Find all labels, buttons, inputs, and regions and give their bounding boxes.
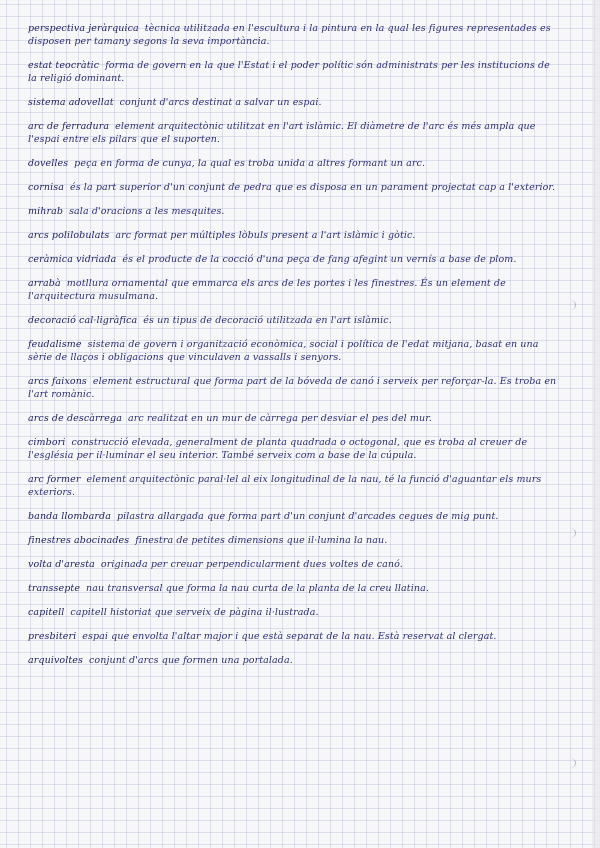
glossary-definition: element arquitectònic paral·lel al eix longitudinal de la nau, té la funció d'aguantar els murs exteriors.: [28, 474, 542, 498]
glossary-definition: és la part superior d'un conjunt de pedra que es disposa en un parament projectat cap a l'exterior.: [69, 182, 556, 193]
glossary-term: sistema adovellat: [28, 97, 114, 108]
glossary-entry: [28, 582, 560, 595]
glossary-term: banda llombarda: [28, 511, 111, 522]
glossary-definition: element arquitectònic utilitzat en l'art islàmic. El diàmetre de l'arc és més ampla que l'espai entre els pilars que el suporten.: [28, 121, 536, 145]
glossary-definition: arc realitzat en un mur de càrrega per desviar el pes del mur.: [127, 413, 432, 424]
glossary-definition: construcció elevada, generalment de planta quadrada o octogonal, que es troba al creuer de l'església per il·luminar el seu interior. També serveix com a base de la cúpula.: [28, 437, 528, 461]
glossary-definition: arc format per múltiples lòbuls present a l'art islàmic i gòtic.: [115, 230, 416, 241]
glossary-definition: nau transversal que forma la nau curta de la planta de la creu llatina.: [86, 583, 429, 594]
glossary-entry: [28, 253, 560, 266]
glossary-entry: [28, 96, 560, 109]
glossary-term: volta d'aresta: [28, 559, 95, 570]
glossary-definition: pilastra allargada que forma part d'un conjunt d'arcades cegues de mig punt.: [116, 511, 499, 522]
glossary-term: arquivoltes: [28, 655, 83, 666]
glossary-definition: espai que envolta l'altar major i que està separat de la nau. Està reservat al clergat.: [82, 631, 497, 642]
glossary-entry: [28, 375, 560, 401]
glossary-entry: [28, 558, 560, 571]
glossary-term: arcs polilobulats: [28, 230, 110, 241]
glossary-term: mihrab: [28, 206, 64, 217]
glossary-term: feudalisme: [28, 339, 82, 350]
glossary-definition: és el producte de la cocció d'una peça de fang afegint un vernís a base de plom.: [122, 254, 517, 265]
glossary-entry: [28, 473, 560, 499]
glossary-definition: element estructural que forma part de la bóveda de canó i serveix per reforçar-la. Es troba en l'art romànic.: [28, 376, 557, 400]
glossary-term: decoració cal·ligràfica: [28, 315, 138, 326]
glossary-term: estat teocràtic: [28, 60, 100, 71]
glossary-entry: [28, 22, 560, 48]
glossary-term: finestres abocinades: [28, 535, 130, 546]
glossary-entry: [28, 606, 560, 619]
glossary-entry: [28, 120, 560, 146]
glossary-definition: capitell historiat que serveix de pàgina il·lustrada.: [70, 607, 319, 618]
glossary-entry: [28, 338, 560, 364]
binder-hole-mark: [565, 300, 576, 310]
glossary-term: capitell: [28, 607, 65, 618]
glossary-definition: tècnica utilitzada en l'escultura i la pintura en la qual les figures representades es disposen per tamany segons la seva importància.: [28, 23, 551, 47]
glossary-entry: [28, 277, 560, 303]
glossary-list: [28, 22, 560, 678]
glossary-term: arc de ferradura: [28, 121, 110, 132]
glossary-definition: motllura ornamental que emmarca els arcs de les portes i les finestres. És un element de l'arquitectura musulmana.: [28, 278, 506, 302]
glossary-entry: [28, 205, 560, 218]
glossary-term: arrabà: [28, 278, 61, 289]
glossary-entry: [28, 510, 560, 523]
glossary-definition: conjunt d'arcs destinat a salvar un espai.: [119, 97, 322, 108]
glossary-entry: [28, 436, 560, 462]
glossary-term: arcs faixons: [28, 376, 87, 387]
glossary-term: perspectiva jeràrquica: [28, 23, 139, 34]
glossary-entry: [28, 654, 560, 667]
glossary-term: presbiteri: [28, 631, 77, 642]
glossary-definition: és un tipus de decoració utilitzada en l'art islàmic.: [143, 315, 392, 326]
glossary-entry: [28, 534, 560, 547]
glossary-entry: [28, 630, 560, 643]
binder-hole-mark: [565, 758, 576, 768]
glossary-entry: [28, 412, 560, 425]
glossary-definition: sistema de govern i organització econòmica, social i política de l'edat mitjana, basat en una sèrie de llaços i obligacions que vinculaven a vassalls i senyors.: [28, 339, 539, 363]
glossary-term: arcs de descàrrega: [28, 413, 122, 424]
glossary-term: dovelles: [28, 158, 69, 169]
glossary-entry: [28, 229, 560, 242]
glossary-definition: conjunt d'arcs que formen una portalada.: [88, 655, 293, 666]
glossary-definition: forma de govern en la que l'Estat i el poder polític són administrats per les institucions de la religió dominant.: [28, 60, 550, 84]
glossary-term: transsepte: [28, 583, 81, 594]
glossary-term: cimbori: [28, 437, 66, 448]
glossary-term: arc former: [28, 474, 81, 485]
page-edge: [592, 0, 600, 848]
glossary-term: cornisa: [28, 182, 64, 193]
glossary-entry: [28, 314, 560, 327]
glossary-entry: [28, 59, 560, 85]
glossary-definition: sala d'oracions a les mesquites.: [69, 206, 225, 217]
glossary-definition: peça en forma de cunya, la qual es troba unida a altres formant un arc.: [74, 158, 426, 169]
binder-hole-mark: [565, 528, 576, 538]
glossary-definition: originada per creuar perpendicularment dues voltes de canó.: [100, 559, 403, 570]
glossary-definition: finestra de petites dimensions que il·lumina la nau.: [135, 535, 388, 546]
glossary-entry: [28, 181, 560, 194]
glossary-term: ceràmica vidriada: [28, 254, 117, 265]
glossary-entry: [28, 157, 560, 170]
